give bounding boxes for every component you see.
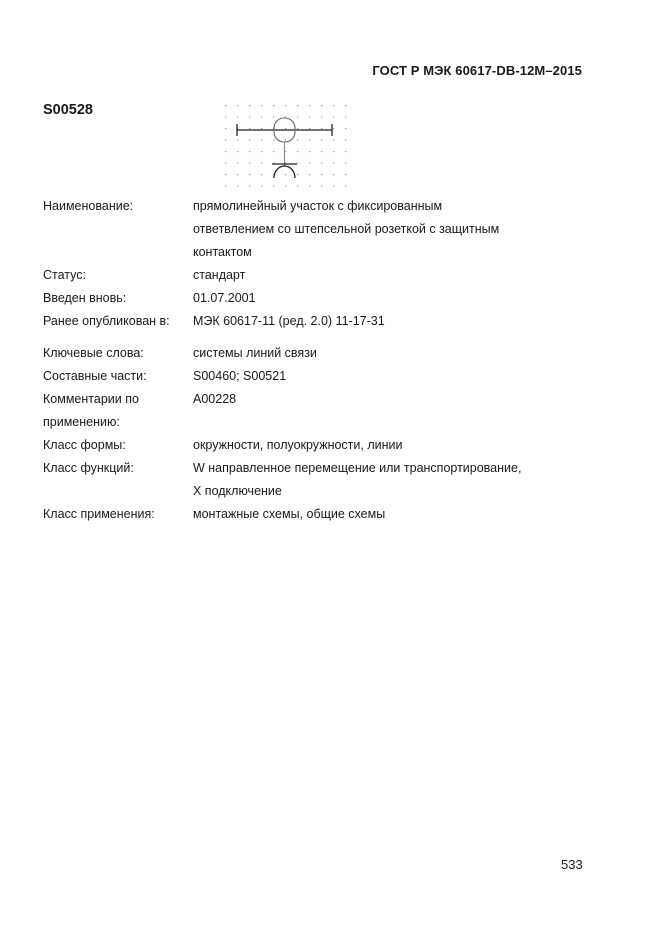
value-line: S00460; S00521 — [193, 369, 287, 383]
field-label: Ключевые слова: — [43, 346, 144, 360]
field-label: Составные части: — [43, 369, 147, 383]
value-line: монтажные схемы, общие схемы — [193, 507, 386, 521]
field-status — [43, 264, 583, 287]
socket-outlet-branch-icon — [216, 96, 356, 194]
field-name — [43, 195, 583, 264]
field-label: Класс применения: — [43, 507, 155, 521]
value-line: системы линий связи — [193, 346, 317, 360]
field-value — [193, 287, 583, 310]
field-value — [193, 457, 583, 503]
field-label: Класс функций: — [43, 461, 134, 475]
value-line: ответвлением со штепсельной розеткой с защитным — [193, 222, 500, 236]
field-value — [193, 342, 583, 365]
label-line: применению: — [43, 415, 120, 429]
value-line: X подключение — [193, 484, 282, 498]
value-line: стандарт — [193, 268, 246, 282]
field-value — [193, 388, 583, 434]
field-application-class — [43, 503, 583, 526]
field-value — [193, 503, 583, 526]
page-number: 533 — [561, 857, 583, 872]
field-label: Наименование: — [43, 199, 134, 213]
field-value — [193, 310, 583, 333]
label-line: Комментарии по — [43, 392, 139, 406]
value-line: 01.07.2001 — [193, 291, 256, 305]
field-label: Введен вновь: — [43, 291, 127, 305]
field-keywords — [43, 342, 583, 365]
field-introduced — [43, 287, 583, 310]
document-standard-header: ГОСТ Р МЭК 60617-DB-12M–2015 — [372, 63, 582, 78]
field-components — [43, 365, 583, 388]
value-line: W направленное перемещение или транспортирование, — [193, 461, 522, 475]
field-label: Статус: — [43, 268, 86, 282]
field-value — [193, 195, 583, 264]
field-value — [193, 365, 583, 388]
field-label: Класс формы: — [43, 438, 126, 452]
field-shape-class — [43, 434, 583, 457]
field-application-notes — [43, 388, 583, 434]
field-previously-published — [43, 310, 583, 333]
value-line: контактом — [193, 245, 252, 259]
value-line: окружности, полуокружности, линии — [193, 438, 403, 452]
field-label — [43, 388, 193, 434]
symbol-id: S00528 — [43, 102, 93, 118]
field-function-class — [43, 457, 583, 503]
field-label: Ранее опубликован в: — [43, 314, 170, 328]
value-line: прямолинейный участок с фиксированным — [193, 199, 443, 213]
symbol-figure — [216, 96, 356, 194]
field-value — [193, 434, 583, 457]
field-value — [193, 264, 583, 287]
value-line: A00228 — [193, 392, 237, 406]
symbol-attributes — [43, 195, 583, 526]
value-line: МЭК 60617-11 (ред. 2.0) 11-17-31 — [193, 314, 385, 328]
